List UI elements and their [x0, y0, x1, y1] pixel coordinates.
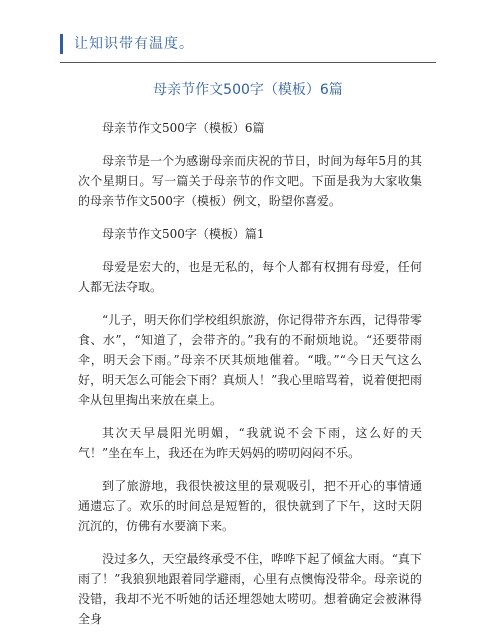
section-heading: 母亲节作文500字（模板）篇1: [102, 227, 265, 241]
paragraph: 到了旅游地，我很快被这里的景观吸引，把不开心的事情通通遗忘了。欢乐的时间总是短暂的，很快就到了下午，这时天阴沉沉的，仿佛有水要滴下来。: [78, 479, 422, 533]
paragraph: “儿子，明天你们学校组织旅游，你记得带齐东西，记得带零食、水”，“知道了，会带齐的。”我有的不耐烦地说。“还要带雨伞，明天会下雨。”母亲不厌其烦地催着。“哦。”“今日天气这么好，明天怎么可能会下雨？真烦人！”我心里暗骂着，说着便把雨伞从包里掏出来放在桌上。: [78, 313, 422, 407]
page-header: [60, 34, 436, 56]
document-title: 母亲节作文500字（模板）6篇: [153, 82, 343, 98]
header-slogan: 让知识带有温度。: [74, 36, 194, 52]
header-divider: [60, 62, 436, 63]
paragraph-intro: 母亲节是一个为感谢母亲而庆祝的节日，时间为每年5月的其次个星期日。写一篇关于母亲节的作文吧。下面是我为大家收集的母亲节作文500字（模板）例文，盼望你喜爱。: [78, 154, 422, 208]
paragraph: 其次天早晨阳光明媚，“我就说不会下雨，这么好的天气！”坐在车上，我还在为昨天妈妈的唠叨闷闷不乐。: [78, 426, 422, 460]
header-accent-bar: [60, 34, 63, 54]
document-body: [78, 118, 422, 642]
paragraph: 母爱是宏大的，也是无私的，每个人都有权拥有母爱，任何人都无法夺取。: [78, 260, 422, 294]
paragraph: 没过多久，天空最终承受不住，哗哗下起了倾盆大雨。“真下雨了！”我狼狈地跟着同学避雨，心里有点懊悔没带伞。母亲说的没错，我却不光不听她的话还埋怨她太唠叨。想着确定会被淋得全身: [78, 552, 422, 626]
document-subtitle: 母亲节作文500字（模板）6篇: [102, 121, 265, 135]
